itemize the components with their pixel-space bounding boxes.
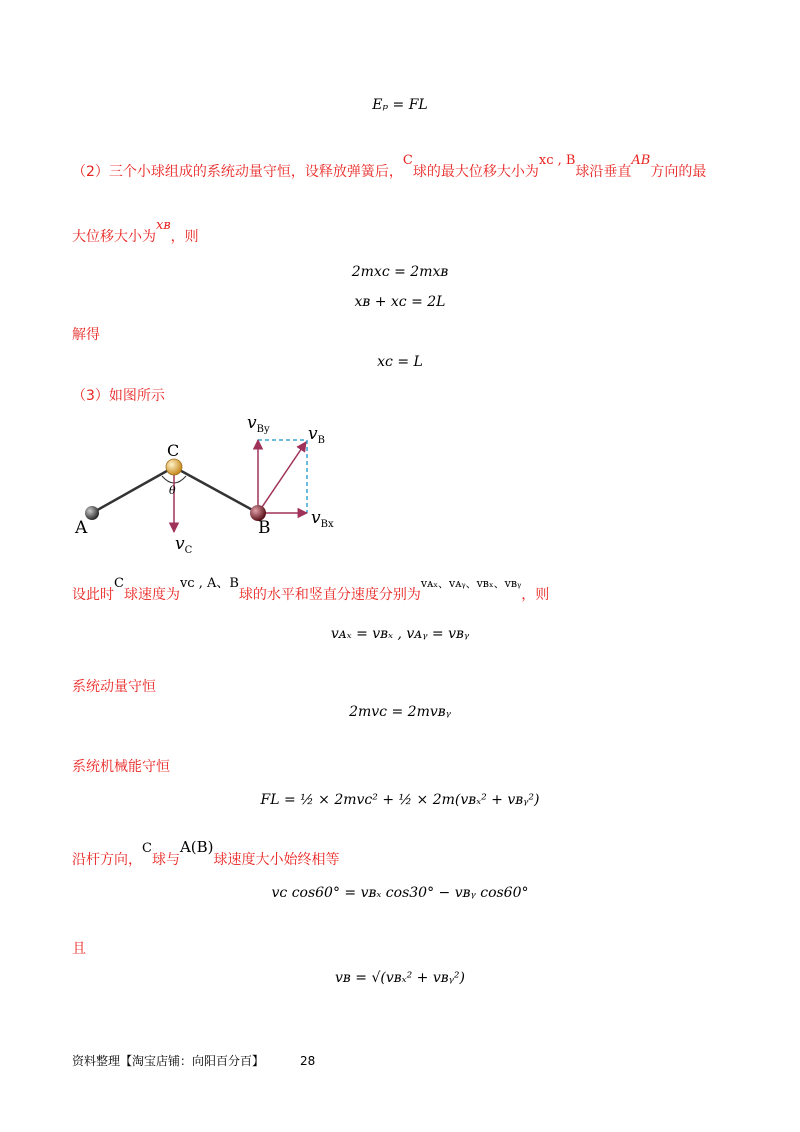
part2-text-a: （2）三个小球组成的系统动量守恒，设释放弹簧后， xyxy=(72,164,403,180)
page-number: 28 xyxy=(300,1054,316,1068)
assume-text-d: 球的水平和竖直分速度分别为 xyxy=(238,587,421,603)
equation-2: xʙ + xᴄ = 2L xyxy=(354,294,446,310)
and-label: 且 xyxy=(72,941,86,957)
rod-cb xyxy=(174,467,258,513)
equation-ep: Eₚ = FL xyxy=(372,97,428,113)
solve-label: 解得 xyxy=(72,327,100,343)
rod-var-ab: A(B) xyxy=(179,838,214,856)
ball-c xyxy=(166,459,182,475)
rod-text-b: 球与 xyxy=(151,852,180,868)
energy-label: 系统机械能守恒 xyxy=(72,759,170,775)
part2-line2 xyxy=(72,218,199,246)
equation-3: xᴄ = L xyxy=(377,354,423,370)
label-a: A xyxy=(75,518,88,538)
label-vc: $v_C$ xyxy=(175,534,193,556)
equation-4: vᴀₓ = vʙₓ , vᴀᵧ = vʙᵧ xyxy=(330,626,470,642)
label-theta: θ xyxy=(169,484,176,497)
var-c: C xyxy=(402,153,413,168)
assume-text-a: 设此时 xyxy=(72,587,114,603)
rod-ac xyxy=(92,467,174,513)
part2-text-f: ，则 xyxy=(170,229,199,245)
assume-text-e: ，则 xyxy=(521,587,550,603)
rod-line xyxy=(72,838,340,869)
label-vb: $v_B$ xyxy=(308,424,325,446)
label-b: B xyxy=(258,518,271,538)
rod-var-c: C xyxy=(142,841,152,856)
assume-var-c: C xyxy=(114,576,124,591)
assume-line xyxy=(72,576,550,604)
velocity-diagram xyxy=(72,410,362,560)
label-c: C xyxy=(167,441,180,460)
equation-7: vᴄ cos60° = vʙₓ cos30° − vʙᵧ cos60° xyxy=(271,885,529,901)
assume-vars-2: vᴀₓ、vᴀᵧ、vʙₓ、vʙᵧ xyxy=(420,577,522,590)
rod-text-a: 沿杆方向， xyxy=(72,852,142,868)
equation-6: FL = ½ × 2mvᴄ² + ½ × 2m(vʙₓ² + vʙᵧ²) xyxy=(260,792,540,808)
var-xb: xʙ xyxy=(156,218,171,233)
rod-text-d: 球速度大小始终相等 xyxy=(213,852,340,868)
footer-text: 资料整理【淘宝店铺：向阳百分百】 xyxy=(72,1054,265,1068)
footer xyxy=(72,1052,315,1069)
assume-vars-1: vᴄ , A、B xyxy=(179,576,239,591)
part2-text-c: 球沿垂直 xyxy=(575,164,632,180)
assume-text-b: 球速度为 xyxy=(123,587,180,603)
label-vby: $v_{By}$ xyxy=(247,413,270,435)
var-xc-b: xᴄ , B xyxy=(538,153,576,168)
part2-text-b: 球的最大位移大小为 xyxy=(412,164,539,180)
equation-8: vʙ = √(vʙₓ² + vʙᵧ²) xyxy=(335,970,465,986)
var-ab: AB xyxy=(631,153,651,168)
part3-title: （3）如图所示 xyxy=(72,388,165,404)
equation-5: 2mvᴄ = 2mvʙᵧ xyxy=(349,704,451,720)
part2-line1 xyxy=(72,153,707,181)
vector-vb xyxy=(258,442,306,513)
label-vbx: $v_{Bx}$ xyxy=(311,508,334,530)
equation-1: 2mxᴄ = 2mxʙ xyxy=(351,264,449,280)
part2-text-d: 方向的最 xyxy=(650,164,707,180)
momentum-label: 系统动量守恒 xyxy=(72,679,156,695)
part2-text-e: 大位移大小为 xyxy=(72,229,156,245)
